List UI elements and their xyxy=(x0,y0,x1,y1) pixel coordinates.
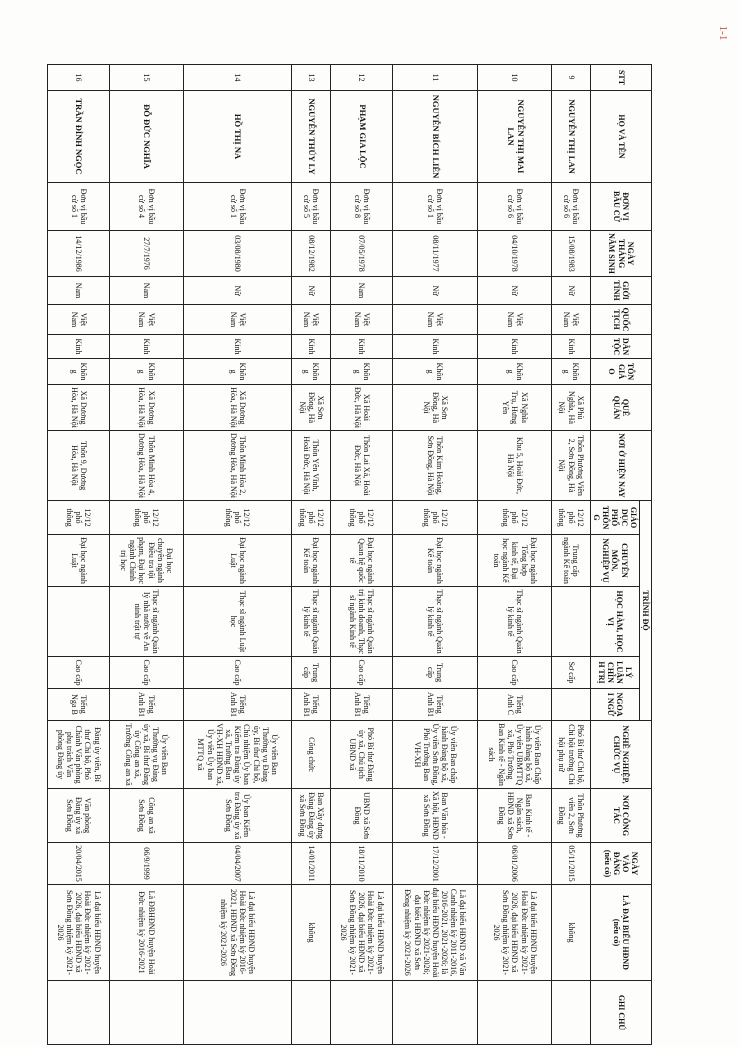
header-noi-cong-tac: NƠI CÔNG TÁC xyxy=(590,789,651,843)
nationality-cell: Việt Nam xyxy=(183,305,292,335)
header-chuyen-mon: CHUYÊN MÔN, NGHIỆP VỤ xyxy=(590,535,639,587)
address-cell: Thôn Kim Hoàng, Sơn Đồng, Hà Nội xyxy=(393,431,478,501)
unit-cell: Đơn vị bầu cử số 1 xyxy=(48,183,110,231)
deputy-cell: không xyxy=(292,885,331,981)
header-ly-luan: LÝ LUẬN CHÍNH TRỊ xyxy=(590,657,639,689)
table-row xyxy=(552,65,591,1045)
position-cell: Đảng ủy viên, Bí thư Chi bộ, Phó Chánh Văn phòng phụ trách Văn phòng Đảng ủy xyxy=(48,721,110,789)
note-cell xyxy=(48,981,110,1045)
unit-cell: Đơn vị bầu cử số 6 xyxy=(478,183,552,231)
hometown-cell: Xã Phù Nghĩa, Hà Nội xyxy=(552,385,591,431)
dob-cell: 04/10/1978 xyxy=(478,231,552,277)
address-cell: Thôn Phương Viên 2, Sơn Đồng, Hà Nội xyxy=(552,431,591,501)
political-theory-cell: Cao cấp xyxy=(48,657,110,689)
position-cell: Phó Bí thư Đảng ủy xã, Chủ tịch UBND xã xyxy=(331,721,393,789)
dob-cell: 03/08/1980 xyxy=(183,231,292,277)
name-cell: HỒ THỊ NA xyxy=(183,91,292,183)
table-row xyxy=(48,65,110,1045)
hometown-cell: Xã Sơn Đồng, Hà Nội xyxy=(393,385,478,431)
name-cell: NGUYỄN BÍCH LIÊN xyxy=(393,91,478,183)
specialty-cell: Đại học ngành Kế toán xyxy=(393,535,478,587)
political-theory-cell: Trung cấp xyxy=(393,657,478,689)
stt-cell: 16 xyxy=(48,65,110,91)
position-cell: Ủy viên Ban Thường vụ Đảng ủy, Bí thư Chi bộ, Chủ nhiệm Ủy ban Kiểm tra Đảng ủy xã, Trưởng Ban VH-XH HĐND xã, Ủy viên Ủy ban MTTQ xã xyxy=(183,721,292,789)
header-hoc-ham: HỌC HÀM, HỌC VỊ xyxy=(590,587,639,657)
hometown-cell: Xã Hoài Đức, Hà Nội xyxy=(331,385,393,431)
nationality-cell: Việt Nam xyxy=(48,305,110,335)
note-cell xyxy=(552,981,591,1045)
gdpt-cell: 12/12 phổ thông xyxy=(393,501,478,535)
deputy-cell: Là đại biểu HĐND huyện Hoài Đức nhiệm kỳ 2021-2026, đại biểu HĐND xã Sơn Đồng nhiệm kỳ 2021-2026 xyxy=(478,885,552,981)
table-row xyxy=(110,65,184,1045)
header-don-vi: ĐƠN VỊ BẦU CỬ xyxy=(590,183,651,231)
workplace-cell: Văn phòng Đảng ủy xã Sơn Đồng xyxy=(48,789,110,843)
name-cell: NGUYỄN THÚY LY xyxy=(292,91,331,183)
address-cell: Thôn Minh Hòa 2, Dương Hòa, Hà Nội xyxy=(183,431,292,501)
header-nghe-nghiep: NGHỀ NGHIỆP, CHỨC VỤ xyxy=(590,721,651,789)
stt-cell: 15 xyxy=(110,65,184,91)
degree-cell xyxy=(48,587,110,657)
workplace-cell: Ban Xây dựng Đảng Đảng ủy xã Sơn Đồng xyxy=(292,789,331,843)
degree-cell: Thạc sĩ ngành Quản lý kinh tế xyxy=(292,587,331,657)
note-cell xyxy=(478,981,552,1045)
address-cell: Thôn Minh Hòa 4, Dương Hòa, Hà Nội xyxy=(110,431,184,501)
table-row xyxy=(331,65,393,1045)
ethnicity-cell: Kinh xyxy=(393,335,478,359)
specialty-cell: Đại học ngành Luật xyxy=(48,535,110,587)
religion-cell: Không xyxy=(552,359,591,385)
table-row xyxy=(393,65,478,1045)
unit-cell: Đơn vị bầu cử số 6 xyxy=(552,183,591,231)
table-row xyxy=(292,65,331,1045)
deputy-cell: Là đại biểu HĐND huyện Hoài Đức nhiệm kỳ 2021-2026, đại biểu HĐND xã Sơn Đồng nhiệm kỳ 2021-2026 xyxy=(48,885,110,981)
party-date-cell: 05/11/2015 xyxy=(552,843,591,885)
religion-cell: Không xyxy=(48,359,110,385)
religion-cell: Không xyxy=(292,359,331,385)
ethnicity-cell: Kinh xyxy=(183,335,292,359)
workplace-cell: Thôn Phương viên 2, Sơn Đồng xyxy=(552,789,591,843)
language-cell: Tiếng Nga B xyxy=(48,689,110,721)
political-theory-cell: Trung cấp xyxy=(292,657,331,689)
gdpt-cell: 12/12 phổ thông xyxy=(331,501,393,535)
header-ho-ten: HỌ VÀ TÊN xyxy=(590,91,651,183)
religion-cell: Không xyxy=(331,359,393,385)
language-cell: Tiếng Anh B1 xyxy=(292,689,331,721)
header-dai-bieu: LÀ ĐẠI BIỂU HĐND (nếu có) xyxy=(590,885,651,981)
degree-cell: Thạc sĩ ngành Quản lý kinh tế xyxy=(478,587,552,657)
note-cell xyxy=(292,981,331,1045)
name-cell: NGUYỄN THỊ LAN xyxy=(552,91,591,183)
name-cell: ĐỖ ĐỨC NGHĨA xyxy=(110,91,184,183)
deputy-cell: Là đại biểu HĐND huyện Hoài Đức nhiệm kỳ 2021-2026, đại biểu HĐND xã Sơn Đồng nhiệm kỳ 2021-2026 xyxy=(331,885,393,981)
religion-cell: Không xyxy=(478,359,552,385)
nationality-cell: Việt Nam xyxy=(331,305,393,335)
position-cell: Ủy viên Ban chấp hành Đảng bộ xã, Ủy viên Sơn Đồng, Phó Trưởng Ban VH-XH xyxy=(393,721,478,789)
gender-cell: Nam xyxy=(331,277,393,305)
dob-cell: 27/7/1976 xyxy=(110,231,184,277)
address-cell: Thôn Yên Vĩnh, Hoài Đức, Hà Nội xyxy=(292,431,331,501)
political-theory-cell: Cao cấp xyxy=(478,657,552,689)
address-cell: Khu 5, Hoài Đức, Hà Nội xyxy=(478,431,552,501)
name-cell: NGUYỄN THỊ MAI LAN xyxy=(478,91,552,183)
gdpt-cell: 12/12 phổ thông xyxy=(478,501,552,535)
position-cell: Ủy viên Ban Chấp hành Đảng bộ xã, Ủy viên UBMTTQ xã, Phó Trưởng Ban Kinh tế - Ngân sách xyxy=(478,721,552,789)
political-theory-cell: Sơ cấp xyxy=(552,657,591,689)
hometown-cell: Xã Sơn Đồng, Hà Nội xyxy=(292,385,331,431)
degree-cell: Thạc sĩ ngành Quản lý nhà nước về An ninh trật tự xyxy=(110,587,184,657)
degree-cell: Thạc sĩ ngành Luật học xyxy=(183,587,292,657)
address-cell: Thôn Lai Xá, Hoài Đức, Hà Nội xyxy=(331,431,393,501)
stt-cell: 11 xyxy=(393,65,478,91)
gender-cell: Nữ xyxy=(292,277,331,305)
nationality-cell: Việt Nam xyxy=(292,305,331,335)
specialty-cell: Đại học ngành Tổng hợp kinh tế, Đại học ngành Kế toán xyxy=(478,535,552,587)
header-ghi-chu: GHI CHÚ xyxy=(590,981,651,1045)
specialty-cell: Trung cấp ngành Kế toán xyxy=(552,535,591,587)
language-cell: Tiếng Anh C xyxy=(478,689,552,721)
party-date-cell: 04/04/2007 xyxy=(183,843,292,885)
gender-cell: Nữ xyxy=(183,277,292,305)
gender-cell: Nữ xyxy=(552,277,591,305)
party-date-cell: 17/12/2001 xyxy=(393,843,478,885)
unit-cell: Đơn vị bầu cử số 4 xyxy=(110,183,184,231)
header-gioi-tinh: GIỚI TÍNH xyxy=(590,277,651,305)
ethnicity-cell: Kinh xyxy=(292,335,331,359)
hometown-cell: Xã Nghĩa Trụ, Hưng Yên xyxy=(478,385,552,431)
header-que-quan: QUÊ QUÁN xyxy=(590,385,651,431)
note-cell xyxy=(110,981,184,1045)
address-cell: Thôn 9, Dương Hòa, Hà Nội xyxy=(48,431,110,501)
candidate-table xyxy=(47,64,652,1045)
language-cell: Tiếng Anh B1 xyxy=(331,689,393,721)
gdpt-cell: 12/12 phổ thông xyxy=(48,501,110,535)
party-date-cell: 14/01/2011 xyxy=(292,843,331,885)
party-date-cell: 06/9/1999 xyxy=(110,843,184,885)
deputy-cell: Là đại biểu HĐND xã Vân Canh nhiệm kỳ 2011-2016, 2016-2021, 2021-2026; là đại biểu HĐND huyện Hoài Đức nhiệm kỳ 2021-2026; đại biểu HĐND xã Sơn Đồng nhiệm kỳ 2021-2026 xyxy=(393,885,478,981)
ethnicity-cell: Kinh xyxy=(478,335,552,359)
dob-cell: 14/12/1986 xyxy=(48,231,110,277)
ethnicity-cell: Kinh xyxy=(331,335,393,359)
language-cell xyxy=(552,689,591,721)
political-theory-cell: Cao cấp xyxy=(110,657,184,689)
hometown-cell: Xã Dương Hòa, Hà Nội xyxy=(48,385,110,431)
gender-cell: Nam xyxy=(48,277,110,305)
gdpt-cell: 12/12 phổ thông xyxy=(183,501,292,535)
header-row-1 xyxy=(639,65,651,1045)
gender-cell: Nữ xyxy=(478,277,552,305)
unit-cell: Đơn vị bầu cử số 5 xyxy=(292,183,331,231)
specialty-cell: Đại học ngành Luật xyxy=(183,535,292,587)
language-cell: Tiếng Anh B1 xyxy=(110,689,184,721)
gender-cell: Nữ xyxy=(393,277,478,305)
dob-cell: 08/12/1982 xyxy=(292,231,331,277)
deputy-cell: không xyxy=(552,885,591,981)
table-body xyxy=(48,65,591,1045)
name-cell: TRẦN ĐÌNH NGỌC xyxy=(48,91,110,183)
rotated-table-wrapper xyxy=(47,64,652,1044)
header-stt: STT xyxy=(590,65,651,91)
stt-cell: 10 xyxy=(478,65,552,91)
hometown-cell: Xã Dương Hòa, Hà Nội xyxy=(183,385,292,431)
degree-cell xyxy=(552,587,591,657)
name-cell: PHẠM GIA LỘC xyxy=(331,91,393,183)
language-cell: Tiếng Anh B1 xyxy=(183,689,292,721)
page-number: 1-1 xyxy=(717,25,729,41)
deputy-cell: Là ĐBHĐND huyện Hoài Đức nhiệm kỳ 2016-2021 xyxy=(110,885,184,981)
position-cell: Phó Bí thư Chi bộ, Chi hội trưởng Chi hội phụ nữ xyxy=(552,721,591,789)
religion-cell: Không xyxy=(393,359,478,385)
note-cell xyxy=(331,981,393,1045)
deputy-cell: Là đại biểu HĐND huyện Hoài Đức nhiệm kỳ 2016-2021, HĐND xã Sơn Đồng nhiệm kỳ 2021-2026 xyxy=(183,885,292,981)
header-ton-giao: TÔN GIÁO xyxy=(590,359,651,385)
stt-cell: 13 xyxy=(292,65,331,91)
specialty-cell: Đại học ngành Kế toán xyxy=(292,535,331,587)
specialty-cell: Đại học ngành Quan hệ quốc tế xyxy=(331,535,393,587)
header-ngay-sinh: NGÀY THÁNG NĂM SINH xyxy=(590,231,651,277)
dob-cell: 07/05/1978 xyxy=(331,231,393,277)
header-quoc-tich: QUỐC TỊCH xyxy=(590,305,651,335)
table-row xyxy=(183,65,292,1045)
language-cell: Tiếng Anh B1 xyxy=(393,689,478,721)
header-ngay-vao-dang: NGÀY VÀO ĐẢNG (nếu có) xyxy=(590,843,651,885)
workplace-cell: UBND xã Sơn Đồng xyxy=(331,789,393,843)
header-dan-toc: DÂN TỘC xyxy=(590,335,651,359)
unit-cell: Đơn vị bầu cử số 1 xyxy=(393,183,478,231)
party-date-cell: 20/04/2015 xyxy=(48,843,110,885)
position-cell: Ủy viên Ban Thường vụ Đảng ủy xã, Bí thư Đảng ủy Công an xã, Trưởng Công an xã xyxy=(110,721,184,789)
degree-cell: Thạc sĩ ngành Quản lý kinh tế xyxy=(393,587,478,657)
gdpt-cell: 12/12 phổ thông xyxy=(552,501,591,535)
workplace-cell: Công an xã Sơn Đồng xyxy=(110,789,184,843)
stt-cell: 12 xyxy=(331,65,393,91)
stt-cell: 14 xyxy=(183,65,292,91)
header-ngoai-ngu: NGOẠI NGỮ xyxy=(590,689,639,721)
party-date-cell: 06/01/2006 xyxy=(478,843,552,885)
ethnicity-cell: Kinh xyxy=(110,335,184,359)
ethnicity-cell: Kinh xyxy=(48,335,110,359)
specialty-cell: Đại học chuyên ngành Điều tra tội phạm, Đại học ngành Chính trị học xyxy=(110,535,184,587)
political-theory-cell: Cao cấp xyxy=(183,657,292,689)
note-cell xyxy=(393,981,478,1045)
table-row xyxy=(478,65,552,1045)
note-cell xyxy=(183,981,292,1045)
political-theory-cell: Cao cấp xyxy=(331,657,393,689)
degree-cell: Thạc sĩ ngành Quản trị kinh doanh, Thạc sĩ ngành Kinh tế xyxy=(331,587,393,657)
party-date-cell: 18/11/2010 xyxy=(331,843,393,885)
nationality-cell: Việt Nam xyxy=(478,305,552,335)
dob-cell: 08/11/1977 xyxy=(393,231,478,277)
religion-cell: Không xyxy=(183,359,292,385)
nationality-cell: Việt Nam xyxy=(393,305,478,335)
unit-cell: Đơn vị bầu cử số 1 xyxy=(183,183,292,231)
nationality-cell: Việt Nam xyxy=(552,305,591,335)
workplace-cell: Ủy ban Kiểm tra Đảng ủy xã Sơn Đồng xyxy=(183,789,292,843)
hometown-cell: Xã Dương Hòa, Hà Nội xyxy=(110,385,184,431)
nationality-cell: Việt Nam xyxy=(110,305,184,335)
header-trinh-do: TRÌNH ĐỘ xyxy=(639,501,651,721)
header-noi-o: NƠI Ở HIỆN NAY xyxy=(590,431,651,501)
gdpt-cell: 12/12 phổ thông xyxy=(292,501,331,535)
ethnicity-cell: Kinh xyxy=(552,335,591,359)
religion-cell: Không xyxy=(110,359,184,385)
dob-cell: 15/08/1983 xyxy=(552,231,591,277)
workplace-cell: Ban Văn hóa - Xã hội, HĐND xã Sơn Đồng xyxy=(393,789,478,843)
gdpt-cell: 12/12 phổ thông xyxy=(110,501,184,535)
header-gdpt: GIÁO DỤC PHỔ THÔNG xyxy=(590,501,639,535)
unit-cell: Đơn vị bầu cử số 8 xyxy=(331,183,393,231)
gender-cell: Nam xyxy=(110,277,184,305)
position-cell: Công chức xyxy=(292,721,331,789)
stt-cell: 9 xyxy=(552,65,591,91)
workplace-cell: Ban Kinh tế - Ngân sách, HĐND xã Sơn Đồng xyxy=(478,789,552,843)
